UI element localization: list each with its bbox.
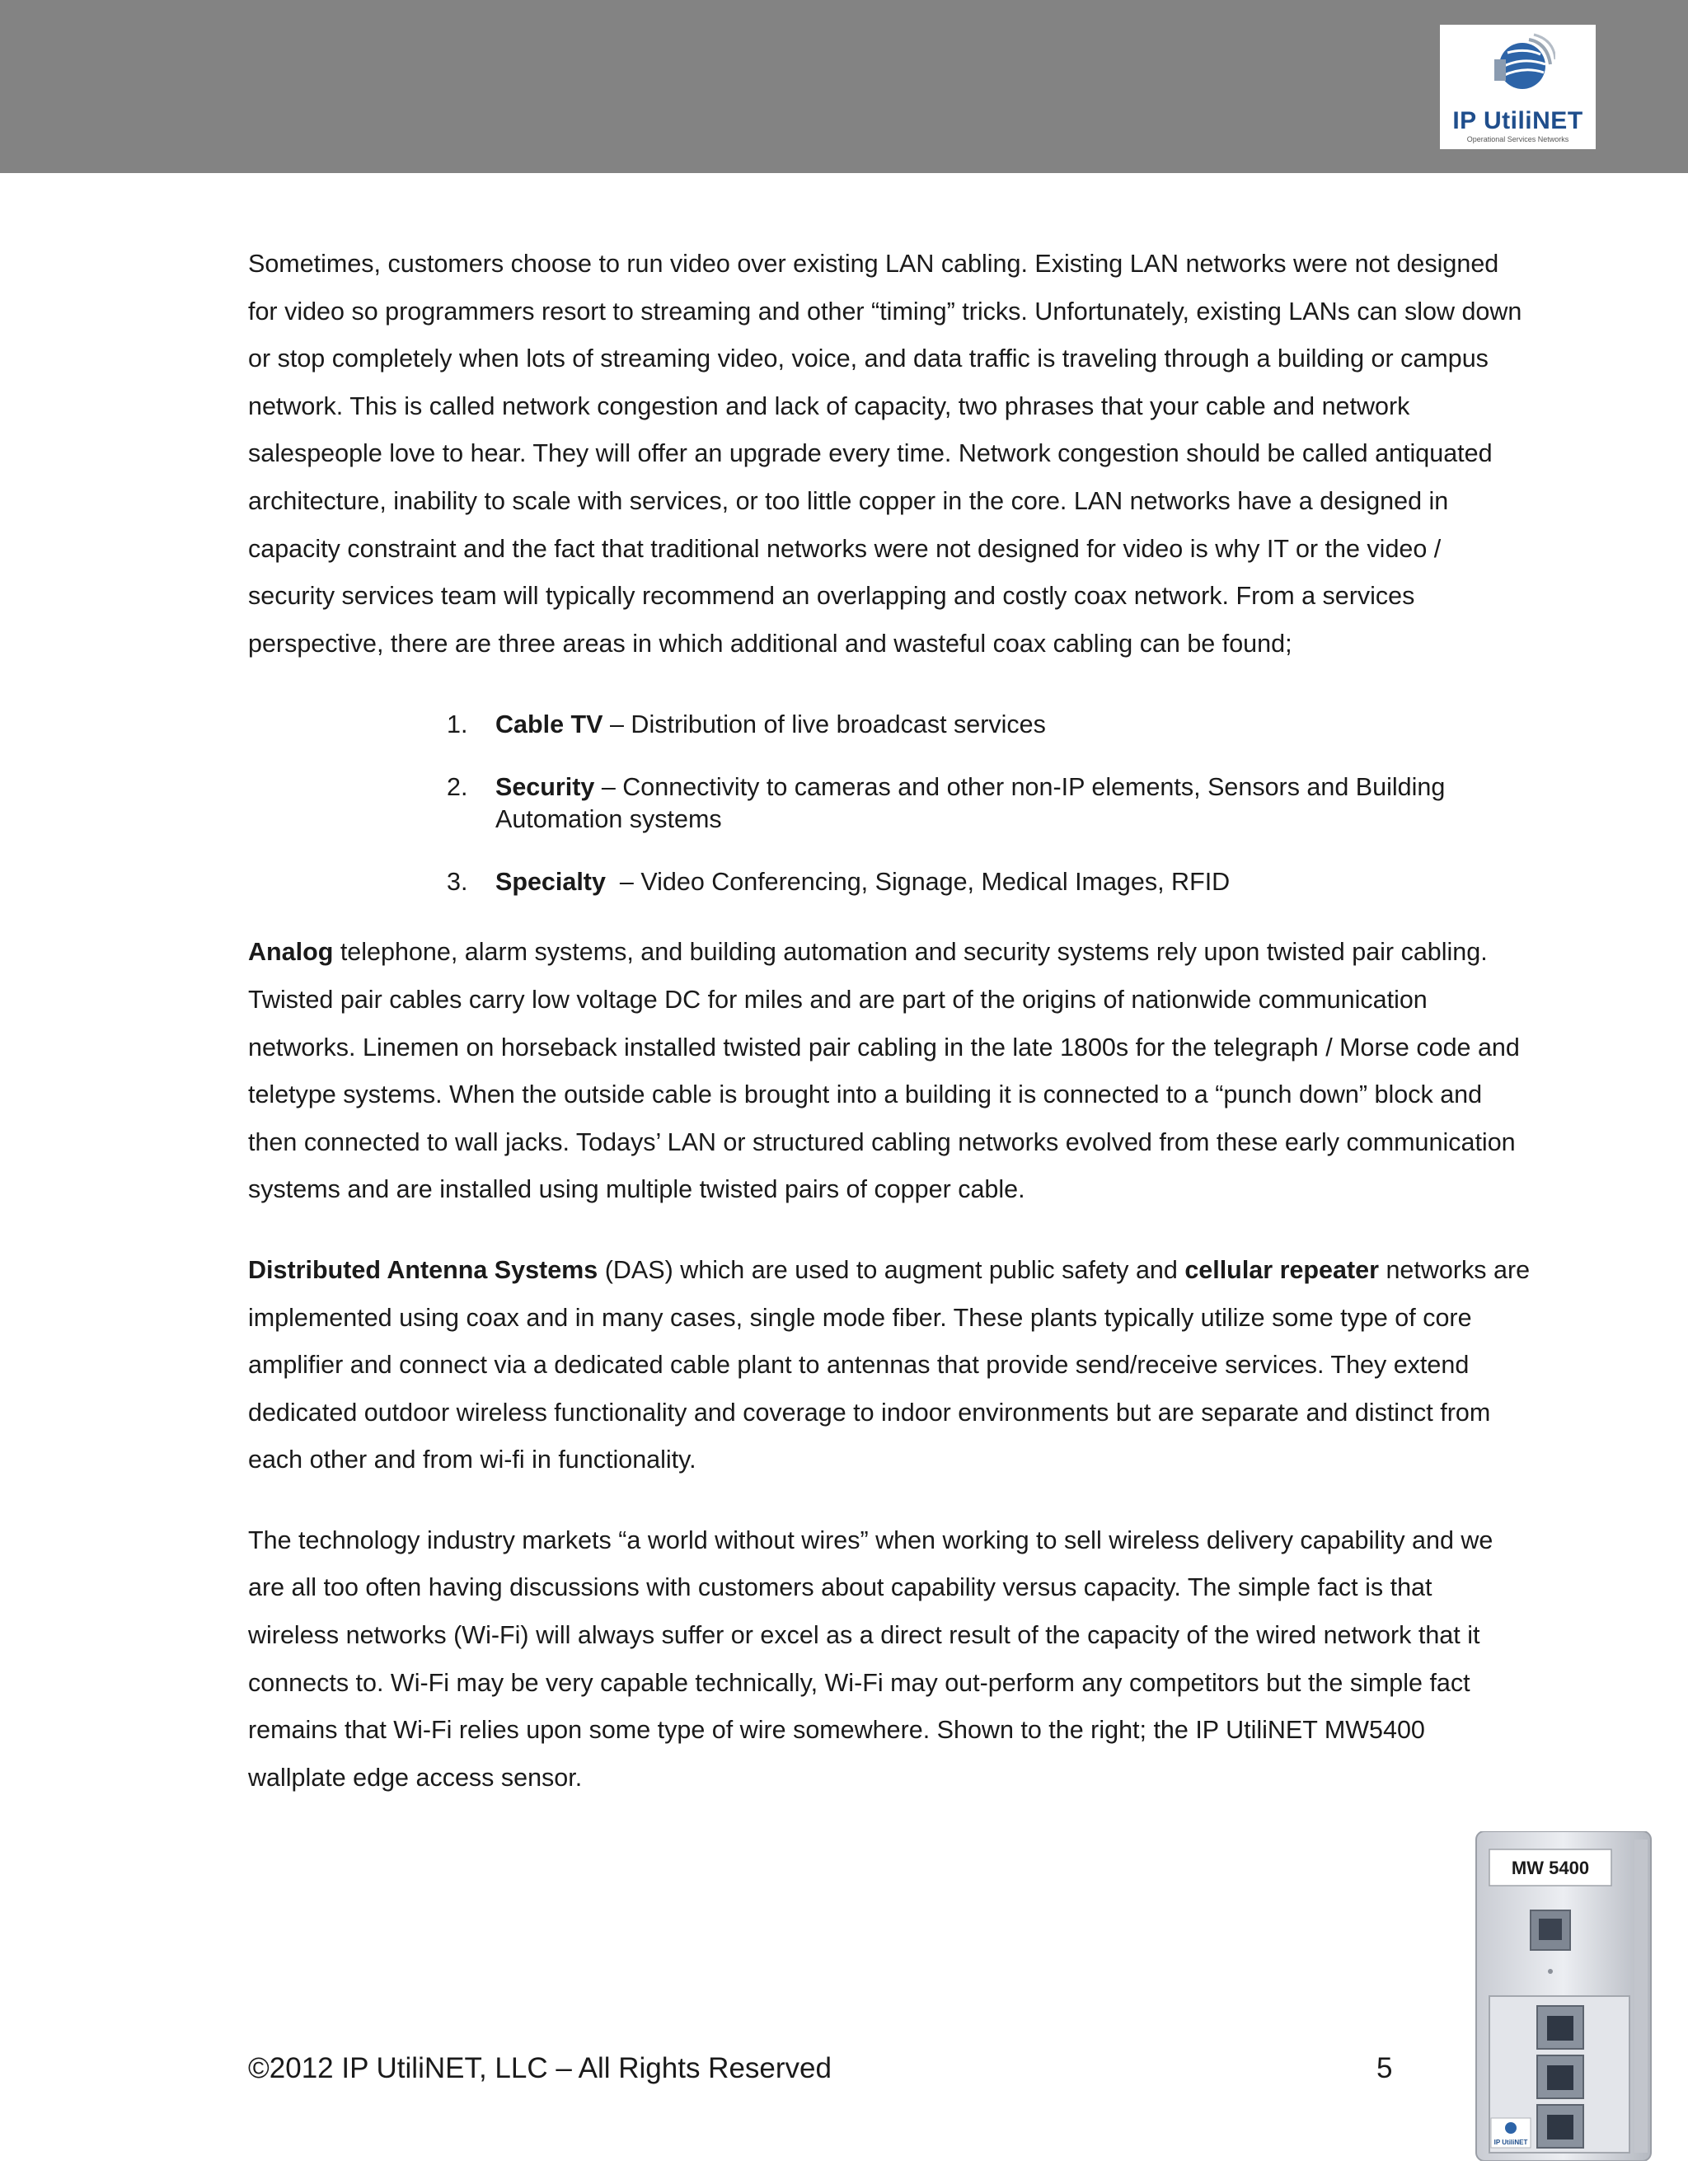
list-item-body [495,866,1484,898]
mw5400-device-image [1473,1831,1654,2161]
das-text-2: networks are implemented using coax and in many cases, single mode fiber. These plants typically utilize some type of core amplifier and connect via a dedicated cable plant to antennas that provide send/receive services. They extend dedicated outdoor wireless functionality and coverage to indoor environments but are separate and distinct from each other and from wi-fi in functionality. [248,1255,1531,1474]
list-description: – Connectivity to cameras and other non-IP elements, Sensors and Building Automation systems [495,773,1446,834]
list-number: 2. [447,773,468,802]
page-number: 5 [1376,2052,1393,2084]
footer-copyright: ©2012 IP UtiliNET, LLC – All Rights Reserved [248,2052,832,2084]
wireless-paragraph: The technology industry markets “a world without wires” when working to sell wireless delivery capability and we are all too often having discussions with customers about capability versus capacity. The simple fact is that wireless networks (Wi-Fi) will always suffer or excel as a direct result of the capacity of the wired network that it connects to. Wi-Fi may be very capable technically, Wi-Fi may out-perform any competitors but the simple fact remains that Wi-Fi relies upon some type of wire somewhere. Shown to the right; the IP UtiliNET MW5400 wallplate edge access sensor. [248,1526,1493,1792]
list-item [248,709,1501,741]
logo-name: IP UtiliNET [1452,107,1583,134]
device-label: MW 5400 [1511,1858,1590,1878]
list-item [248,866,1501,898]
list-item-body [495,709,1484,741]
das-text-1: (DAS) which are used to augment public safety and [598,1255,1185,1284]
globe-logo-icon [1489,31,1555,97]
intro-paragraph: Sometimes, customers choose to run video over existing LAN cabling. Existing LAN networks were not designed for video so programmers resort to streaming and other “timing” tricks. Unfortunately, existing LANs can slow down or stop completely when lots of streaming video, voice, and data traffic is traveling through a building or campus network. This is called network congestion and lack of capacity, two phrases that your cable and network salespeople love to hear. They will offer an upgrade every time. Network congestion should be called antiquated architecture, inability to scale with services, or too little copper in the core. LAN networks have a designed in capacity constraint and the fact that traditional networks were not designed for video is why IT or the video / security services team will typically recommend an overlapping and costly coax network. From a services perspective, there are three areas in which additional and wasteful coax cabling can be found; [248,250,1522,658]
list-term: Security [495,773,595,802]
company-logo [1440,25,1596,149]
analog-lead: Analog [248,938,334,967]
list-description: – Distribution of live broadcast services [603,710,1046,739]
list-number: 1. [447,710,468,739]
header-bar [0,0,1688,173]
list-description: – Video Conferencing, Signage, Medical Images, RFID [605,868,1231,897]
list-item [248,771,1501,836]
list-number: 3. [447,868,468,897]
das-bold-term: cellular repeater [1184,1255,1379,1284]
analog-paragraph [248,929,1534,1214]
das-paragraph [248,1247,1534,1484]
analog-text: telephone, alarm systems, and building automation and security systems rely upon twisted pair cabling. Twisted pair cables carry low voltage DC for miles and are part of the origins of nationwide communication networks. Linemen on horseback installed twisted pair cabling in the late 1800s for the telegraph / Morse code and teletype systems. When the outside cable is brought into a building it is connected to a “punch down” block and then connected to wall jacks. Todays’ LAN or structured cabling networks evolved from these early communication systems and are installed using multiple twisted pairs of copper cable. [248,938,1520,1204]
list-term: Cable TV [495,710,603,739]
list-term: Specialty [495,868,606,897]
list-item-body [495,771,1484,836]
document-body [248,241,1534,1802]
logo-tagline: Operational Services Networks [1466,135,1569,143]
device-badge: IP UtiliNET [1493,2139,1528,2146]
coax-areas-list [248,709,1534,898]
das-lead: Distributed Antenna Systems [248,1255,598,1284]
